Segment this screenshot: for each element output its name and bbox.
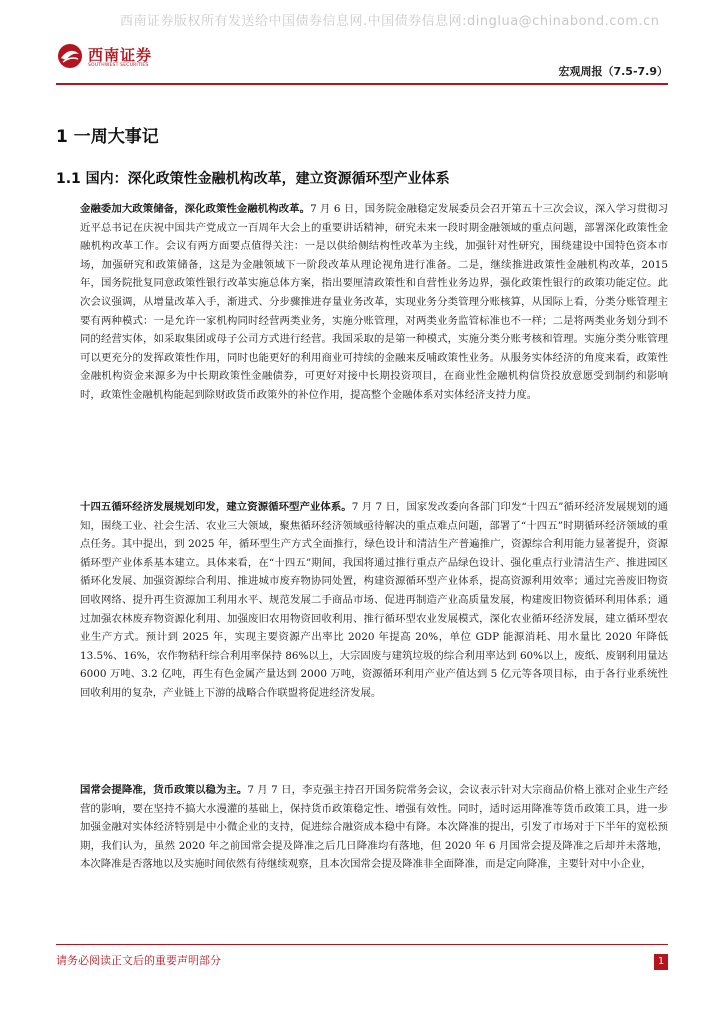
logo-emblem-icon	[56, 42, 84, 70]
report-title: 宏观周报（7.5-7.9）	[558, 65, 668, 78]
section-heading: 1 一周大事记	[56, 127, 159, 147]
subsection-heading: 1.1 国内：深化政策性金融机构改革，建立资源循环型产业体系	[56, 171, 450, 187]
paragraph-body: 7 月 7 日，国家发改委向各部门印发“十四五”循环经济发展规划的通知，围绕工业、社会生活、农业三大领域，聚焦循环经济领域亟待解决的重点难点问题，部署了“十四五”时期循环经济领域的重点任务。其中提出，到 2025 年，循环型生产方式全面推行，绿色设计和清洁生产普遍推广，资源综合利用能力显著提升，资源循环型产业体系基本建立。具体来看，在“十四五”期间，我国将通过推行重点产品绿色设计、强化重点行业清洁生产、推进园区循环化发展、加强资源综合利用、推进城市废弃物协同处置，构建资源循环型产业体系，提高资源利用效率；通过完善废旧物资回收网络、提升再生资源加工利用水平、规范发展二手商品市场、促进再制造产业高质量发展，构建废旧物资循环利用体系；通过加强农林废弃物资源化利用、加强废旧农用物资回收利用、推行循环型农业发展模式，深化农业循环经济发展，建立循环型农业生产方式。预计到 2025 年，实现主要资源产出率比 2020 年提高 20%，单位 GDP 能源消耗、用水量比 2020 年降低 13.5%、16%，农作物秸秆综合利用率保持 86%以上，大宗固废与建筑垃圾的综合利用率达到 60%以上，废纸、废钢利用量达 6000 万吨、3.2 亿吨，再生有色金属产量达到 2000 万吨，资源循环利用产业产值达到 5 亿元等各项目标，由于各行业系统性回收利用的复杂，产业链上下游的战略合作联盟将促进经济发展。	[80, 501, 668, 699]
footer-divider	[56, 944, 668, 945]
paragraph-circular-economy	[80, 498, 668, 703]
paragraph-monetary-policy	[80, 781, 668, 874]
company-logo	[56, 42, 176, 72]
page-number: 1	[654, 954, 668, 970]
paragraph-body: 7 月 7 日，李克强主持召开国务院常务会议，会议表示针对大宗商品价格上涨对企业生产经营的影响，要在坚持不搞大水漫灌的基础上，保持货币政策稳定性、增强有效性。同时，适时运用降准等货币政策工具，进一步加强金融对实体经济特别是中小微企业的支持，促进综合融资成本稳中有降。本次降准的提出，引发了市场对于下半年的宽松预期，我们认为，虽然 2020 年之前国常会提及降准之后几日降准均有落地，但 2020 年 6 月国常会提及降准之后却并未落地，本次降准是否落地以及实施时间依然有待继续观察，且本次国常会提及降准非全面降准，而是定向降准，主要针对中小企业，	[80, 784, 668, 871]
paragraph-lead: 十四五循环经济发展规划印发，建立资源循环型产业体系。	[80, 501, 352, 513]
footer-disclaimer: 请务必阅读正文后的重要声明部分	[56, 954, 221, 967]
paragraph-lead: 国常会提降准，货币政策以稳为主。	[80, 784, 248, 796]
header-divider	[56, 83, 668, 85]
paragraph-body: 7 月 6 日，国务院金融稳定发展委员会召开第五十三次会议，深入学习贯彻习近平总书记在庆祝中国共产党成立一百周年大会上的重要讲话精神，研究未来一段时期金融领域的重点问题，部署深化政策性金融机构改革工作。会议有两方面要点值得关注：一是以供给侧结构性改革为主线，加强针对性研究，围绕建设中国特色资本市场，加强研究和政策储备，这是为金融领域下一阶段改革从理论视角进行准备。二是，继续推进政策性金融机构改革，2015 年，国务院批复同意政策性银行改革实施总体方案，指出要厘清政策性和自营性业务边界，强化政策性银行的政策功能定位。此次会议强调，从增量改革入手，渐进式、分步骤推进存量业务改革，实现业务分类管理分账核算，从国际上看，分类分账管理主要有两种模式：一是允许一家机构同时经营两类业务，实施分账管理，对两类业务监管标准也不一样；二是将两类业务划分到不同的经营实体，如采取集团或母子公司方式进行经营。我国采取的是第一种模式，实施分类分账考核和管理。实施分类分账管理可以更充分的发挥政策性作用，同时也能更好的利用商业可持续的金融来反哺政策性业务。从服务实体经济的角度来看，政策性金融机构资金来源多为中长期政策性金融债券，可更好对接中长期投资项目，在商业性金融机构信贷投放意愿受到制约和影响时，政策性金融机构能起到除财政货币政策外的补位作用，提高整个金融体系对实体经济支持力度。	[80, 203, 668, 401]
logo-name: 西南证券	[88, 46, 153, 64]
watermark: 西南证券版权所有发送给中国债券信息网.中国债券信息网:dinglua@chinabond.com.cn	[120, 14, 660, 29]
paragraph-financial-reform	[80, 200, 668, 405]
logo-subtitle: SOUTHWEST SECURITIES	[88, 63, 149, 68]
paragraph-lead: 金融委加大政策储备，深化政策性金融机构改革。	[80, 203, 311, 215]
